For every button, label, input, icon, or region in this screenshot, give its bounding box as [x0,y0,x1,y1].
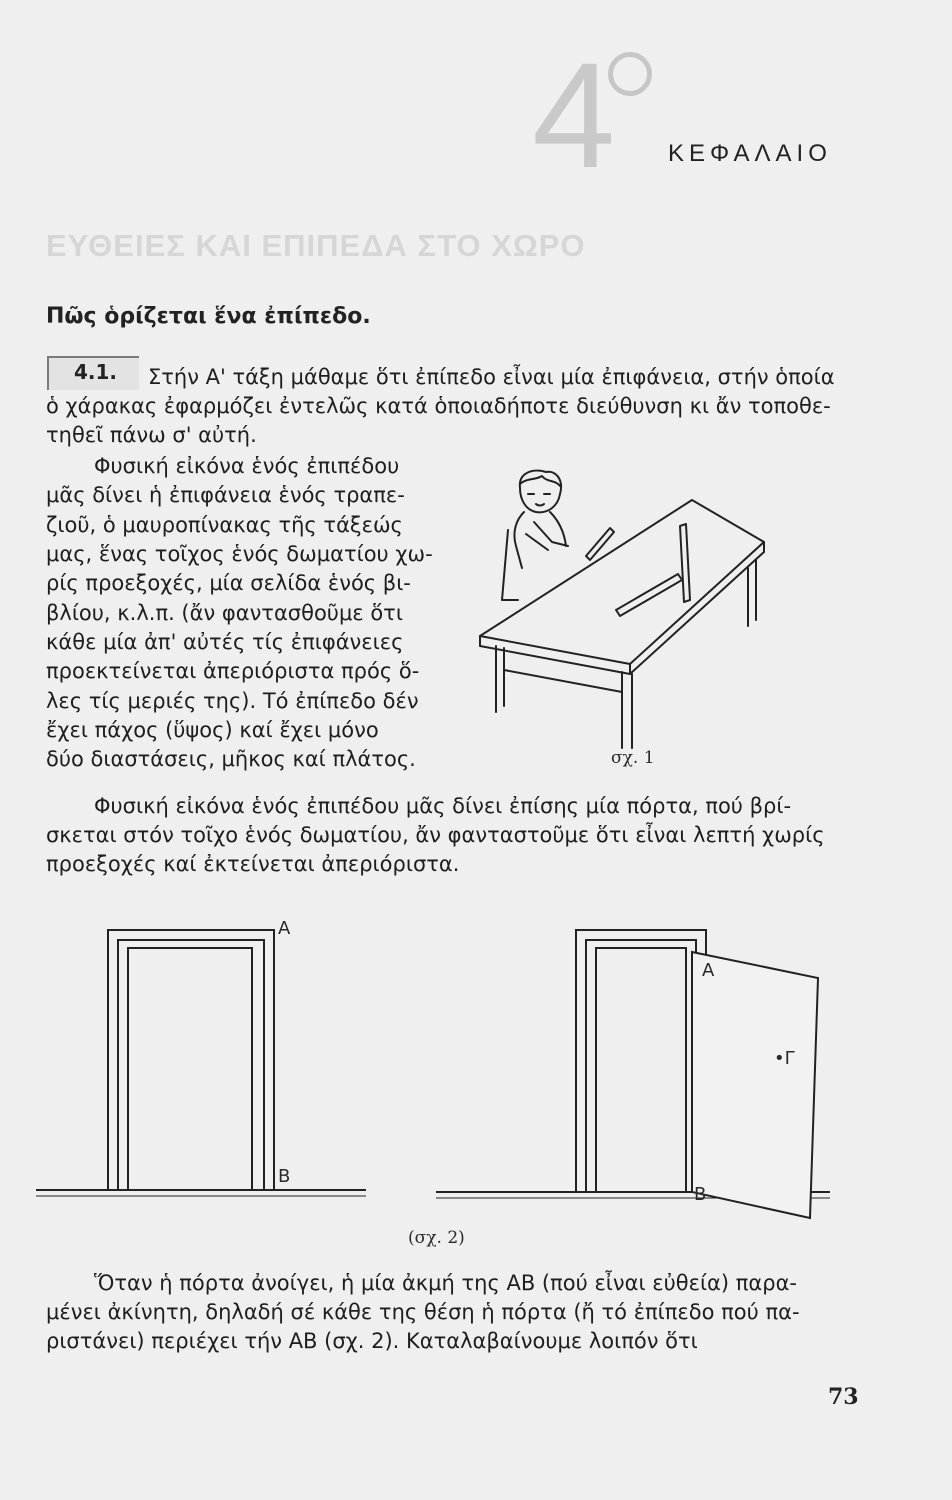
figure-1-table-illustration [460,450,780,750]
paragraph2-line-9: λες τίς μεριές της). Τό ἐπίπεδο δέν [46,689,419,713]
paragraph2-line-5: ρίς προεξοχές, μία σελίδα ἑνός βι- [46,571,411,595]
chapter-label: ΚΕΦΑΛΑΙΟ [668,140,832,167]
figure-2-label-a-right: A [702,960,715,981]
paragraph1-line-3: τηθεῖ πάνω σ' αὐτή. [46,423,257,447]
paragraph3-line-2: σκεται στόν τοῖχο ἑνός δωματίου, ἄν φανταστοῦμε ὅτι εἶναι λεπτή χωρίς [46,823,825,847]
chapter-title-faint: ΕΥΘΕΙΕΣ ΚΑΙ ΕΠΙΠΕΔΑ ΣΤΟ ΧΩΡΟ [46,228,586,263]
figure-2-caption: (σχ. 2) [408,1228,465,1248]
paragraph2-line-2: μᾶς δίνει ἡ ἐπιφάνεια ἑνός τραπε- [46,483,405,507]
paragraph4-line-1: Ὅταν ἡ πόρτα ἀνοίγει, ἡ μία ἀκμή της ΑΒ (πού εἶναι εὐθεία) παρα- [94,1271,798,1295]
figure-2-label-a-left: A [278,918,291,939]
section-heading: Πῶς ὁρίζεται ἕνα ἐπίπεδο. [46,304,371,329]
paragraph2-line-4: μας, ἕνας τοῖχος ἑνός δωματίου χω- [46,542,433,566]
paragraph1-line-1: Στήν Α' τάξη μάθαμε ὅτι ἐπίπεδο εἶναι μία ἐπιφάνεια, στήν ὁποία [148,365,835,389]
figure-2-label-b-right: B [694,1184,707,1205]
paragraph4-line-2: μένει ἀκίνητη, δηλαδή σέ κάθε της θέση ἡ πόρτα (ἤ τό ἐπίπεδο πού πα- [46,1300,800,1324]
paragraph2-line-7: κάθε μία ἀπ' αὐτές τίς ἐπιφάνειες [46,630,404,654]
paragraph2-line-6: βλίου, κ.λ.π. (ἄν φαντασθοῦμε ὅτι [46,601,403,625]
paragraph1-line-2: ὁ χάρακας ἐφαρμόζει ἐντελῶς κατά ὁποιαδήποτε διεύθυνση κι ἄν τοποθε- [46,394,831,418]
chapter-number: 4 [532,31,616,199]
paragraph2-line-11: δύο διαστάσεις, μῆκος καί πλάτος. [46,747,416,771]
figure-2-doors-illustration [0,900,952,1230]
paragraph2-line-3: ζιοῦ, ὁ μαυροπίνακας τῆς τάξεώς [46,513,403,537]
paragraph2-line-1: Φυσική εἰκόνα ἑνός ἐπιπέδου [94,454,400,478]
figure-2-label-b-left: B [278,1166,291,1187]
paragraph3-line-3: προεξοχές καί ἐκτείνεται ἀπεριόριστα. [46,852,460,876]
figure-2-label-gamma: •Γ [774,1048,795,1069]
paragraph2-line-10: ἔχει πάχος (ὕψος) καί ἔχει μόνο [46,718,379,742]
paragraph3-line-1: Φυσική εἰκόνα ἑνός ἐπιπέδου μᾶς δίνει ἐπίσης μία πόρτα, πού βρί- [94,794,792,818]
section-number: 4.1. [74,360,118,384]
paragraph4-line-3: ριστάνει) περιέχει τήν ΑΒ (σχ. 2). Καταλαβαίνουμε λοιπόν ὅτι [46,1329,698,1353]
figure-1-caption: σχ. 1 [611,748,655,768]
chapter-degree-ring-icon [608,52,652,96]
paragraph2-line-8: προεκτείνεται ἀπεριόριστα πρός ὅ- [46,659,420,683]
page-number: 73 [828,1384,859,1410]
